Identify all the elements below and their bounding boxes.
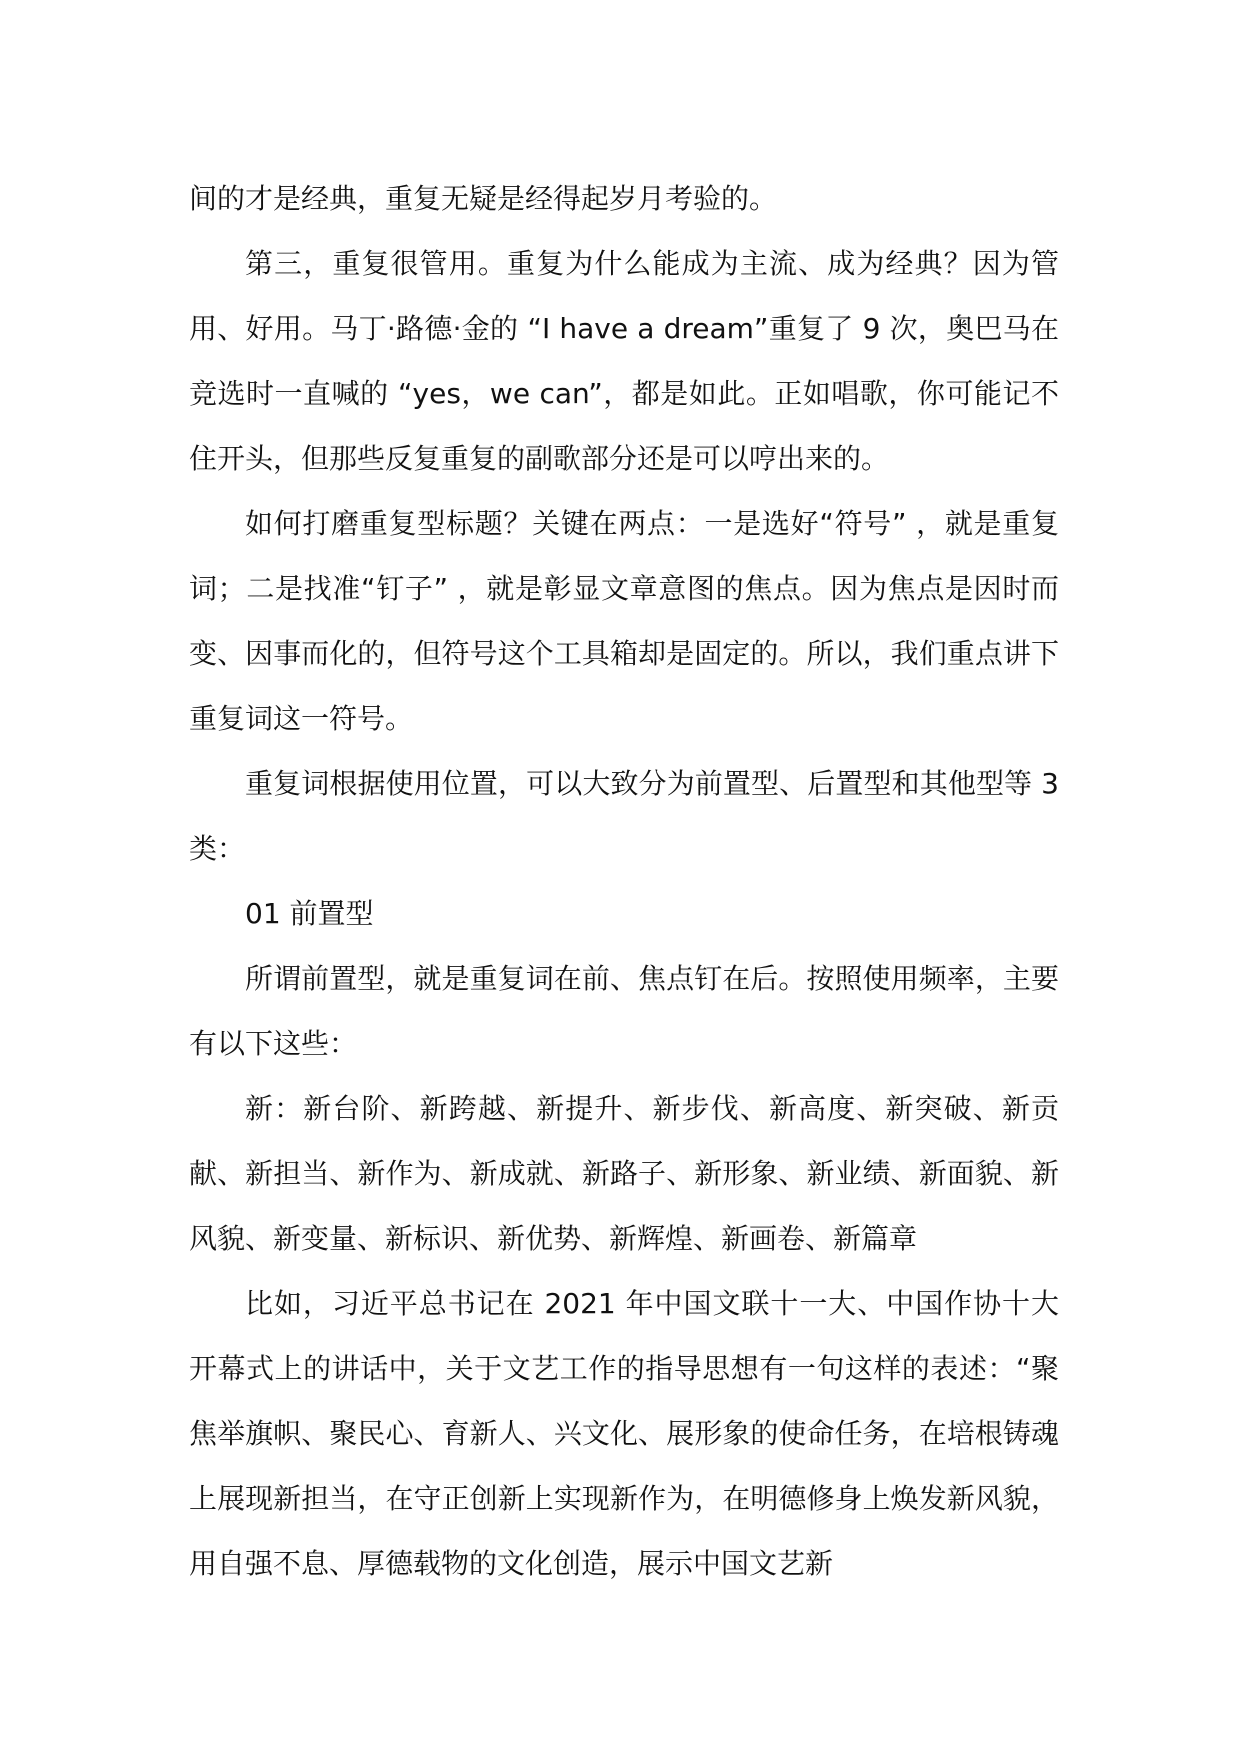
paragraph-example-quote: 比如，习近平总书记在 2021 年中国文联十一大、中国作协十大开幕式上的讲话中，关于文艺工作的指导思想有一句这样的表述：“聚焦举旗帜、聚民心、育新人、兴文化、展形象的使命任务，在培根铸魂上展现新担当，在守正创新上实现新作为，在明德修身上焕发新风貌，用自强不息、厚德载物的文化创造，展示中国文艺新: [189, 1287, 1059, 1580]
paragraph-continuation: 间的才是经典，重复无疑是经得起岁月考验的。: [189, 182, 778, 215]
paragraph-how-to-polish: 如何打磨重复型标题？关键在两点：一是选好“符号” ，就是重复词；二是找准“钉子” ，就是彰显文章意图的焦点。因为焦点是因时而变、因事而化的，但符号这个工具箱却是固定的。所以，我们重点讲下重复词这一符号。: [189, 507, 1059, 735]
section-heading-prefix-type: 01 前置型: [245, 897, 374, 930]
paragraph-third-point: 第三，重复很管用。重复为什么能成为主流、成为经典？因为管用、好用。马丁·路德·金的 “I have a dream”重复了 9 次，奥巴马在竞选时一直喊的 “yes，we can”，都是如此。正如唱歌，你可能记不住开头，但那些反复重复的副歌部分还是可以哼出来的。: [189, 247, 1059, 475]
paragraph-new-word-list: 新：新台阶、新跨越、新提升、新步伐、新高度、新突破、新贡献、新担当、新作为、新成就、新路子、新形象、新业绩、新面貌、新风貌、新变量、新标识、新优势、新辉煌、新画卷、新篇章: [189, 1092, 1059, 1255]
body-text: [189, 166, 1059, 1596]
paragraph-prefix-definition: 所谓前置型，就是重复词在前、焦点钉在后。按照使用频率，主要有以下这些：: [189, 962, 1059, 1060]
paragraph-classification: 重复词根据使用位置，可以大致分为前置型、后置型和其他型等 3 类：: [189, 767, 1059, 865]
